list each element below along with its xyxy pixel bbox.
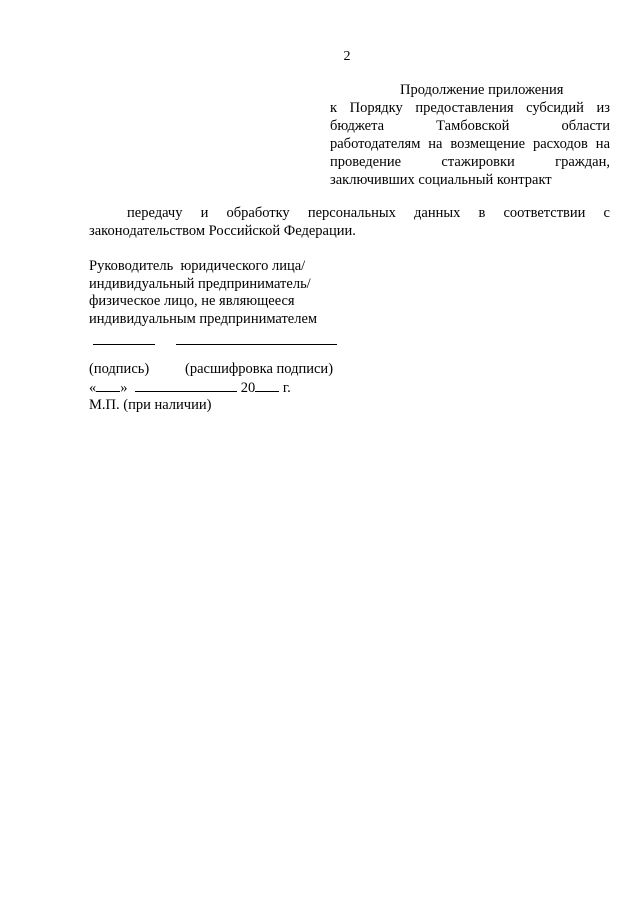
signer-block — [89, 258, 389, 328]
appendix-line: работодателям на возмещение расходов на — [330, 136, 610, 152]
appendix-header — [330, 81, 610, 189]
open-quote: « — [89, 380, 97, 396]
appendix-title: Продолжение приложения — [400, 82, 564, 98]
day-blank[interactable] — [96, 378, 120, 392]
appendix-line: заключивших социальный контракт — [330, 172, 552, 188]
year-suffix: г. — [282, 380, 291, 396]
paragraph-line: передачу и обработку персональных данных в соответствии с — [127, 205, 610, 221]
month-blank[interactable] — [135, 378, 237, 392]
signature-decryption-blank[interactable] — [176, 344, 337, 345]
appendix-line: к Порядку предоставления субсидий из — [330, 100, 610, 116]
appendix-line: проведение стажировки граждан, — [330, 154, 610, 170]
close-quote: » — [120, 380, 128, 396]
signer-line: индивидуальный предприниматель/ — [89, 275, 311, 292]
paragraph-line: законодательством Российской Федерации. — [89, 223, 356, 239]
year-prefix: 20 — [240, 380, 256, 396]
consent-paragraph — [89, 204, 610, 240]
decryption-caption: (расшифровка подписи) — [185, 361, 334, 377]
year-blank[interactable] — [255, 378, 279, 392]
signer-line: физическое лицо, не являющееся — [89, 293, 295, 309]
page-number: 2 — [343, 49, 351, 64]
signer-line: Руководитель юридического лица/ — [89, 258, 306, 274]
signer-line: индивидуальным предпринимателем — [89, 310, 318, 327]
signature-captions — [89, 360, 389, 378]
signature-caption: (подпись) — [89, 361, 150, 377]
signature-blank[interactable] — [93, 344, 155, 345]
date-line — [89, 378, 389, 397]
signature-blanks — [93, 344, 343, 346]
stamp-note: М.П. (при наличии) — [89, 397, 212, 413]
appendix-line: бюджета Тамбовской области — [330, 118, 610, 134]
